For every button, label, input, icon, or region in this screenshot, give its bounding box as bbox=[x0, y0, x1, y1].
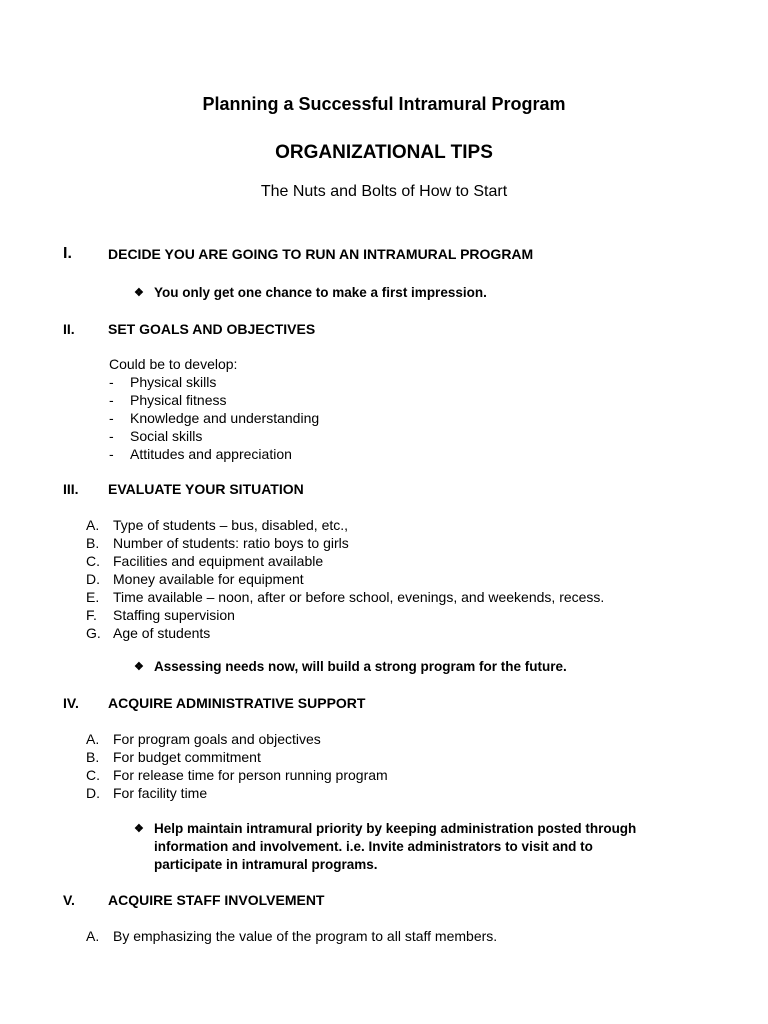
section-numeral: III. bbox=[63, 481, 79, 497]
tip-text-line: Help maintain intramural priority by keeping administration posted through bbox=[154, 821, 637, 836]
list-marker: E. bbox=[86, 589, 100, 605]
diamond-bullet-icon: ❖ bbox=[134, 823, 144, 835]
document-title: Planning a Successful Intramural Program bbox=[202, 94, 566, 114]
list-item-text: Time available – noon, after or before school, evenings, and weekends, recess. bbox=[113, 589, 605, 605]
tip-text: Assessing needs now, will build a strong program for the future. bbox=[154, 659, 567, 674]
list-marker: A. bbox=[86, 928, 100, 944]
dash-marker: - bbox=[109, 428, 114, 444]
dash-marker: - bbox=[109, 446, 114, 462]
list-marker: G. bbox=[86, 625, 101, 641]
list-item-text: Attitudes and appreciation bbox=[130, 446, 292, 462]
list-marker: D. bbox=[86, 785, 100, 801]
document-subtitle: The Nuts and Bolts of How to Start bbox=[260, 183, 508, 200]
list-marker: D. bbox=[86, 571, 100, 587]
list-item-text: Type of students – bus, disabled, etc., bbox=[113, 517, 349, 533]
list-item-text: Physical fitness bbox=[130, 392, 227, 408]
list-item-text: Social skills bbox=[130, 428, 203, 444]
list-item-text: By emphasizing the value of the program to all staff members. bbox=[113, 928, 498, 944]
dash-marker: - bbox=[109, 392, 114, 408]
diamond-bullet-icon: ❖ bbox=[134, 287, 144, 299]
section-heading: ACQUIRE STAFF INVOLVEMENT bbox=[108, 892, 325, 908]
diamond-bullet-icon: ❖ bbox=[134, 661, 144, 673]
tip-text-line: participate in intramural programs. bbox=[154, 857, 378, 872]
tip-text: You only get one chance to make a first impression. bbox=[154, 285, 487, 300]
section-numeral: I. bbox=[63, 245, 72, 262]
section-heading: DECIDE YOU ARE GOING TO RUN AN INTRAMURAL PROGRAM bbox=[108, 246, 534, 262]
section-numeral: IV. bbox=[63, 695, 79, 711]
dash-marker: - bbox=[109, 374, 114, 390]
list-marker: B. bbox=[86, 749, 100, 765]
tip-text-line: information and involvement. i.e. Invite administrators to visit and to bbox=[154, 839, 593, 854]
list-item-text: Knowledge and understanding bbox=[130, 410, 320, 426]
list-item-text: Staffing supervision bbox=[113, 607, 235, 623]
list-item-text: Age of students bbox=[113, 625, 211, 641]
list-marker: A. bbox=[86, 731, 100, 747]
section-heading: SET GOALS AND OBJECTIVES bbox=[108, 321, 316, 337]
list-marker: A. bbox=[86, 517, 100, 533]
list-item-text: Money available for equipment bbox=[113, 571, 304, 587]
list-item-text: For facility time bbox=[113, 785, 208, 801]
list-item-text: For release time for person running program bbox=[113, 767, 388, 783]
list-item-text: For budget commitment bbox=[113, 749, 261, 765]
list-item-text: Number of students: ratio boys to girls bbox=[113, 535, 349, 551]
section-numeral: V. bbox=[63, 892, 75, 908]
list-marker: F. bbox=[86, 607, 97, 623]
section-heading: EVALUATE YOUR SITUATION bbox=[108, 481, 304, 497]
document-heading: ORGANIZATIONAL TIPS bbox=[275, 142, 493, 163]
section-numeral: II. bbox=[63, 321, 75, 337]
section-heading: ACQUIRE ADMINISTRATIVE SUPPORT bbox=[108, 695, 366, 711]
list-item-text: Facilities and equipment available bbox=[113, 553, 324, 569]
list-item-text: For program goals and objectives bbox=[113, 731, 321, 747]
list-marker: C. bbox=[86, 767, 100, 783]
list-intro: Could be to develop: bbox=[109, 356, 238, 372]
list-marker: B. bbox=[86, 535, 100, 551]
list-marker: C. bbox=[86, 553, 100, 569]
dash-marker: - bbox=[109, 410, 114, 426]
list-item-text: Physical skills bbox=[130, 374, 217, 390]
